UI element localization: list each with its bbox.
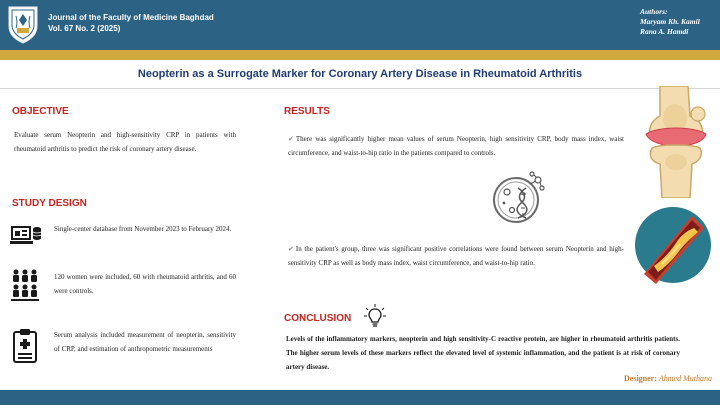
check-icon: ✔ — [288, 135, 294, 143]
results-item — [288, 132, 624, 160]
study-design-heading: STUDY DESIGN — [12, 198, 87, 209]
journal-name: Journal of the Faculty of Medicine Baghdad — [48, 13, 214, 22]
header-accent-stripe — [0, 50, 720, 60]
authors-block — [640, 7, 712, 37]
study-design-item: 120 women were included, 60 with rheumatoid arthritis, and 60 were controls. — [54, 273, 236, 295]
designer-label: Designer: — [624, 374, 657, 383]
page-title: Neopterin as a Surrogate Marker for Coronary Artery Disease in Rheumatoid Arthritis — [137, 68, 583, 80]
designer-name: Ahmed Muthana — [658, 374, 712, 383]
knee-joint-illustration — [638, 86, 714, 198]
lab-dna-icon — [490, 170, 546, 226]
study-design-item: Single-center database from November 2023 to February 2024. — [54, 225, 232, 233]
check-icon: ✔ — [288, 245, 294, 253]
author-name: Rana A. Hamdi — [640, 27, 689, 36]
group-people-icon — [10, 268, 40, 302]
clipboard-medical-icon — [12, 328, 38, 364]
conclusion-heading: CONCLUSION — [284, 313, 352, 324]
artery-plaque-illustration — [634, 206, 712, 284]
conclusion-text: Levels of the inflammatory markers, neopterin and high sensitivity-C reactive protein, are higher in rheumatoid arthritis patients. The higher serum levels of these markers reflect the elevated level of systemic inflammation, and the patient is at risk of coronary artery disease. — [286, 335, 680, 371]
title-divider — [0, 88, 720, 89]
lightbulb-icon — [364, 304, 386, 328]
results-item — [288, 242, 624, 270]
author-name: Maryam Kh. Kamil — [640, 17, 700, 26]
journal-volume: Vol. 67 No. 2 (2025) — [48, 24, 121, 33]
university-crest-logo — [6, 4, 40, 44]
authors-label: Authors: — [640, 7, 668, 16]
study-design-item: Serum analysis included measurement of neopterin, sensitivity of CRP, and estimation of anthropometric measurements — [54, 331, 236, 353]
results-item-text: In the patient's group, three was significant positive correlations were found between serum Neopterin and high-sensitivity CRP as well as body mass index, waist circumference, and waist-to-hip ratio. — [288, 245, 624, 267]
database-computer-icon — [10, 224, 42, 246]
designer-credit — [624, 374, 712, 383]
objective-text: Evaluate serum Neopterin and high-sensitivity CRP in patients with rheumatoid arthritis to predict the risk of coronary artery disease. — [14, 131, 236, 153]
footer-bar — [0, 390, 720, 405]
journal-info — [48, 12, 214, 34]
results-item-text: There was significantly higher mean values of serum Neopterin, high sensitivity CRP, body mass index, waist circumference, and waist-to-hip ratio in the patients compared to controls. — [288, 135, 624, 157]
objective-heading: OBJECTIVE — [12, 106, 69, 117]
results-heading: RESULTS — [284, 106, 330, 117]
